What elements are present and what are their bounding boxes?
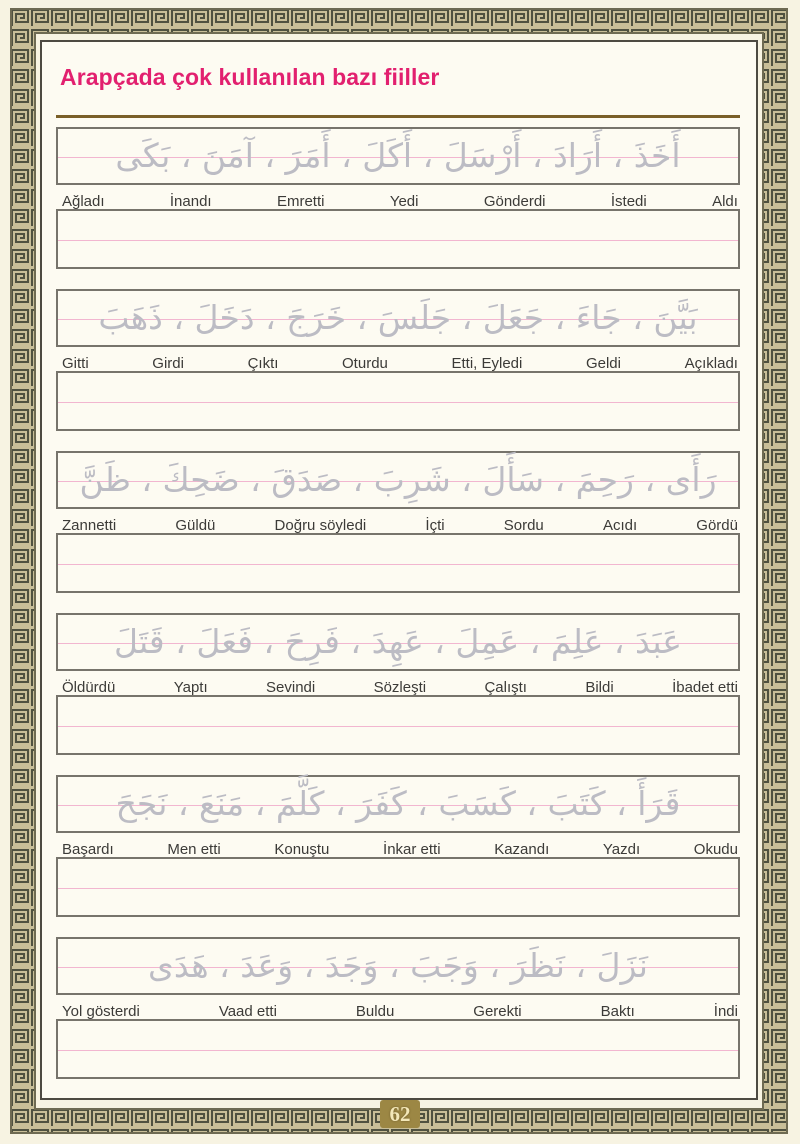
writing-practice-box[interactable]: [56, 533, 740, 593]
meaning-label: Baktı: [600, 1002, 635, 1020]
meaning-label: Sözleşti: [373, 678, 427, 696]
writing-practice-box[interactable]: [56, 695, 740, 755]
meaning-label: Öldürdü: [62, 678, 116, 696]
arabic-tracing-box: [56, 613, 740, 671]
writing-practice-box[interactable]: [56, 209, 740, 269]
meaning-label: Okudu: [693, 840, 738, 858]
meanings-row: [56, 1001, 740, 1021]
meaning-label: Yedi: [389, 192, 419, 210]
arabic-verbs: نَزَلَ ، نَظَرَ ، وَجَبَ ، وَجَدَ ، وَعَدَ ، هَدَى: [148, 946, 648, 985]
meaning-label: Buldu: [355, 1002, 395, 1020]
meaning-label: Gördü: [696, 516, 738, 534]
arabic-tracing-box: [56, 127, 740, 185]
guide-line: [58, 726, 738, 727]
meaning-label: Güldü: [175, 516, 216, 534]
meaning-label: Bildi: [585, 678, 614, 696]
meaning-label: Çalıştı: [484, 678, 527, 696]
meaning-label: Doğru söyledi: [274, 516, 367, 534]
guide-line: [58, 402, 738, 403]
meaning-label: Kazandı: [494, 840, 550, 858]
arabic-verbs: قَرَأَ ، كَتَبَ ، كَسَبَ ، كَفَرَ ، كَلَّمَ ، مَنَعَ ، نَجَحَ: [115, 784, 681, 823]
arabic-tracing-box: [56, 289, 740, 347]
meaning-label: İnkar etti: [383, 840, 441, 858]
meaning-label: Men etti: [167, 840, 221, 858]
meaning-label: Acıdı: [602, 516, 638, 534]
meanings-row: [56, 839, 740, 859]
arabic-tracing-box: [56, 775, 740, 833]
writing-practice-box[interactable]: [56, 1019, 740, 1079]
writing-practice-box[interactable]: [56, 371, 740, 431]
meaning-label: Gitti: [62, 354, 89, 372]
meaning-label: Başardı: [62, 840, 114, 858]
arabic-verbs: أَخَذَ ، أَرَادَ ، أَرْسَلَ ، أَكَلَ ، أَمَرَ ، آمَنَ ، بَكَى: [115, 136, 681, 175]
meaning-label: İnandı: [169, 192, 212, 210]
meaning-label: İçti: [425, 516, 445, 534]
arabic-tracing-box: [56, 937, 740, 995]
meaning-label: Etti, Eyledi: [451, 354, 523, 372]
meaning-label: Yol gösterdi: [62, 1002, 140, 1020]
meaning-label: İndi: [713, 1002, 738, 1020]
meanings-row: [56, 353, 740, 373]
meaning-label: Gerekti: [473, 1002, 522, 1020]
meaning-label: Yazdı: [602, 840, 641, 858]
meaning-label: Sordu: [503, 516, 544, 534]
meaning-label: Çıktı: [247, 354, 279, 372]
meaning-label: Emretti: [276, 192, 325, 210]
meaning-label: Konuştu: [274, 840, 330, 858]
guide-line: [58, 1050, 738, 1051]
page-number: 62: [380, 1100, 420, 1128]
meaning-label: Açıkladı: [684, 354, 738, 372]
guide-line: [58, 888, 738, 889]
meaning-label: Gönderdi: [483, 192, 546, 210]
meaning-label: Oturdu: [342, 354, 388, 372]
page-title: Arapçada çok kullanılan bazı fiiller: [60, 64, 440, 90]
arabic-verbs: رَأَى ، رَحِمَ ، سَأَلَ ، شَرِبَ ، صَدَقَ ، ضَحِكَ ، ظَنَّ: [79, 460, 717, 499]
meaning-label: Aldı: [712, 192, 738, 210]
meaning-label: Vaad etti: [218, 1002, 277, 1020]
meanings-row: [56, 191, 740, 211]
guide-line: [58, 240, 738, 241]
title-divider: [56, 115, 740, 118]
meaning-label: Zannetti: [62, 516, 117, 534]
meaning-label: Yaptı: [173, 678, 208, 696]
meaning-label: Sevindi: [266, 678, 316, 696]
arabic-verbs: عَبَدَ ، عَلِمَ ، عَمِلَ ، عَهِدَ ، فَرِحَ ، فَعَلَ ، قَتَلَ: [113, 622, 682, 661]
arabic-verbs: بَيَّنَ ، جَاءَ ، جَعَلَ ، جَلَسَ ، خَرَجَ ، دَخَلَ ، ذَهَبَ: [98, 298, 698, 337]
writing-practice-box[interactable]: [56, 857, 740, 917]
meaning-label: İstedi: [610, 192, 647, 210]
meaning-label: Ağladı: [62, 192, 105, 210]
meanings-row: [56, 677, 740, 697]
meaning-label: Girdi: [152, 354, 184, 372]
meaning-label: Geldi: [585, 354, 621, 372]
meaning-label: İbadet etti: [672, 678, 738, 696]
arabic-tracing-box: [56, 451, 740, 509]
meanings-row: [56, 515, 740, 535]
guide-line: [58, 564, 738, 565]
